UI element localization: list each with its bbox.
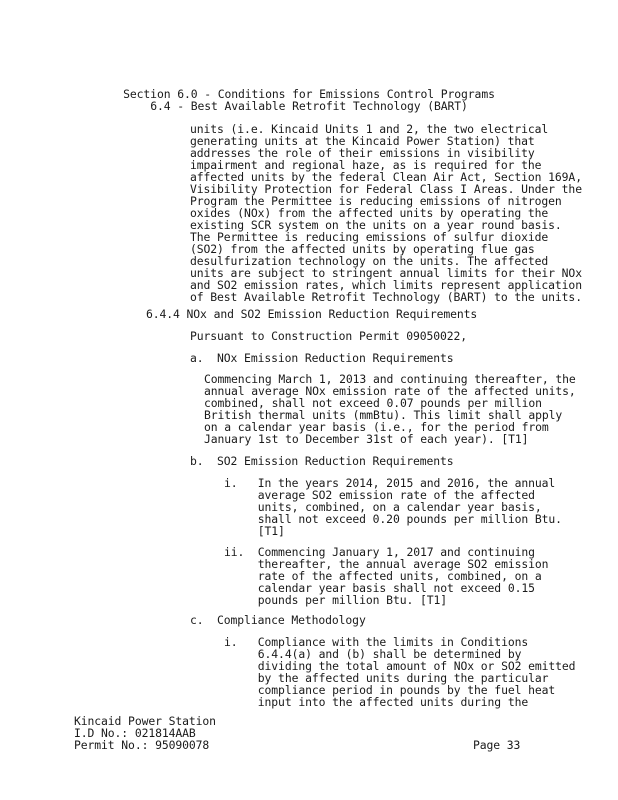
paragraph-line: desulfurization technology on the units. The affected [190,254,549,268]
paragraph-line: units (i.e. Kincaid Units 1 and 2, the two electrical [190,122,549,136]
paragraph-line: average SO2 emission rate of the affected [224,488,535,502]
item-b-heading: b. SO2 Emission Reduction Requirements [190,454,454,468]
paragraph-line: [T1] [224,524,285,538]
paragraph-line: January 1st to December 31st of each year). [T1] [204,432,529,446]
paragraph-line: thereafter, the annual average SO2 emission [224,557,549,571]
item-c-heading: c. Compliance Methodology [190,613,366,627]
item-a-heading: a. NOx Emission Reduction Requirements [190,351,454,365]
paragraph-line: addresses the role of their emissions in visibility [190,146,535,160]
footer-id-number: I.D No.: 021814AAB [74,726,196,740]
paragraph-line: (SO2) from the affected units by operating flue gas [190,242,535,256]
paragraph-line: oxides (NOx) from the affected units by operating the [190,206,549,220]
paragraph-line: units are subject to stringent annual limits for their NOx [190,266,582,280]
page-number: Page 33 [473,738,521,752]
paragraph-line: generating units at the Kincaid Power Station) that [190,134,535,148]
paragraph-line: shall not exceed 0.20 pounds per million Btu. [224,512,562,526]
paragraph-line: i. In the years 2014, 2015 and 2016, the annual [224,476,556,490]
paragraph-line: of Best Available Retrofit Technology (BART) to the units. [190,290,582,304]
paragraph-line: Commencing March 1, 2013 and continuing thereafter, the [204,372,576,386]
footer-permit-number: Permit No.: 95090078 [74,738,210,752]
section-intro: Pursuant to Construction Permit 09050022, [190,329,468,343]
paragraph-line: existing SCR system on the units on a year round basis. [190,218,562,232]
paragraph-line: by the affected units during the particular [224,671,549,685]
paragraph-line: and SO2 emission rates, which limits represent application [190,278,582,292]
paragraph-line: dividing the total amount of NOx or SO2 emitted [224,659,576,673]
paragraph-line: input into the affected units during the [224,695,529,709]
paragraph-line: units, combined, on a calendar year basis, [224,500,542,514]
paragraph-line: i. Compliance with the limits in Conditions [224,635,529,649]
paragraph-line: affected units by the federal Clean Air Act, Section 169A, [190,170,582,184]
section-title: Section 6.0 - Conditions for Emissions Control Programs [123,87,495,101]
paragraph-line: ii. Commencing January 1, 2017 and continuing [224,545,535,559]
paragraph-line: impairment and regional haze, as is required for the [190,158,542,172]
paragraph-line: The Permittee is reducing emissions of sulfur dioxide [190,230,549,244]
paragraph-line: on a calendar year basis (i.e., for the period from [204,420,549,434]
paragraph-line: compliance period in pounds by the fuel heat [224,683,556,697]
paragraph-line: British thermal units (mmBtu). This limit shall apply [204,408,563,422]
paragraph-line: rate of the affected units, combined, on a [224,569,542,583]
section-heading: 6.4.4 NOx and SO2 Emission Reduction Requirements [146,307,478,321]
subsection-title: 6.4 - Best Available Retrofit Technology (BART) [150,99,468,113]
footer-facility: Kincaid Power Station [74,714,216,728]
paragraph-line: 6.4.4(a) and (b) shall be determined by [224,647,522,661]
paragraph-line: Visibility Protection for Federal Class I Areas. Under the [190,182,582,196]
paragraph-line: Program the Permittee is reducing emissions of nitrogen [190,194,562,208]
paragraph-line: combined, shall not exceed 0.07 pounds per million [204,396,542,410]
paragraph-line: pounds per million Btu. [T1] [224,593,448,607]
paragraph-line: calendar year basis shall not exceed 0.15 [224,581,535,595]
paragraph-line: annual average NOx emission rate of the affected units, [204,384,576,398]
